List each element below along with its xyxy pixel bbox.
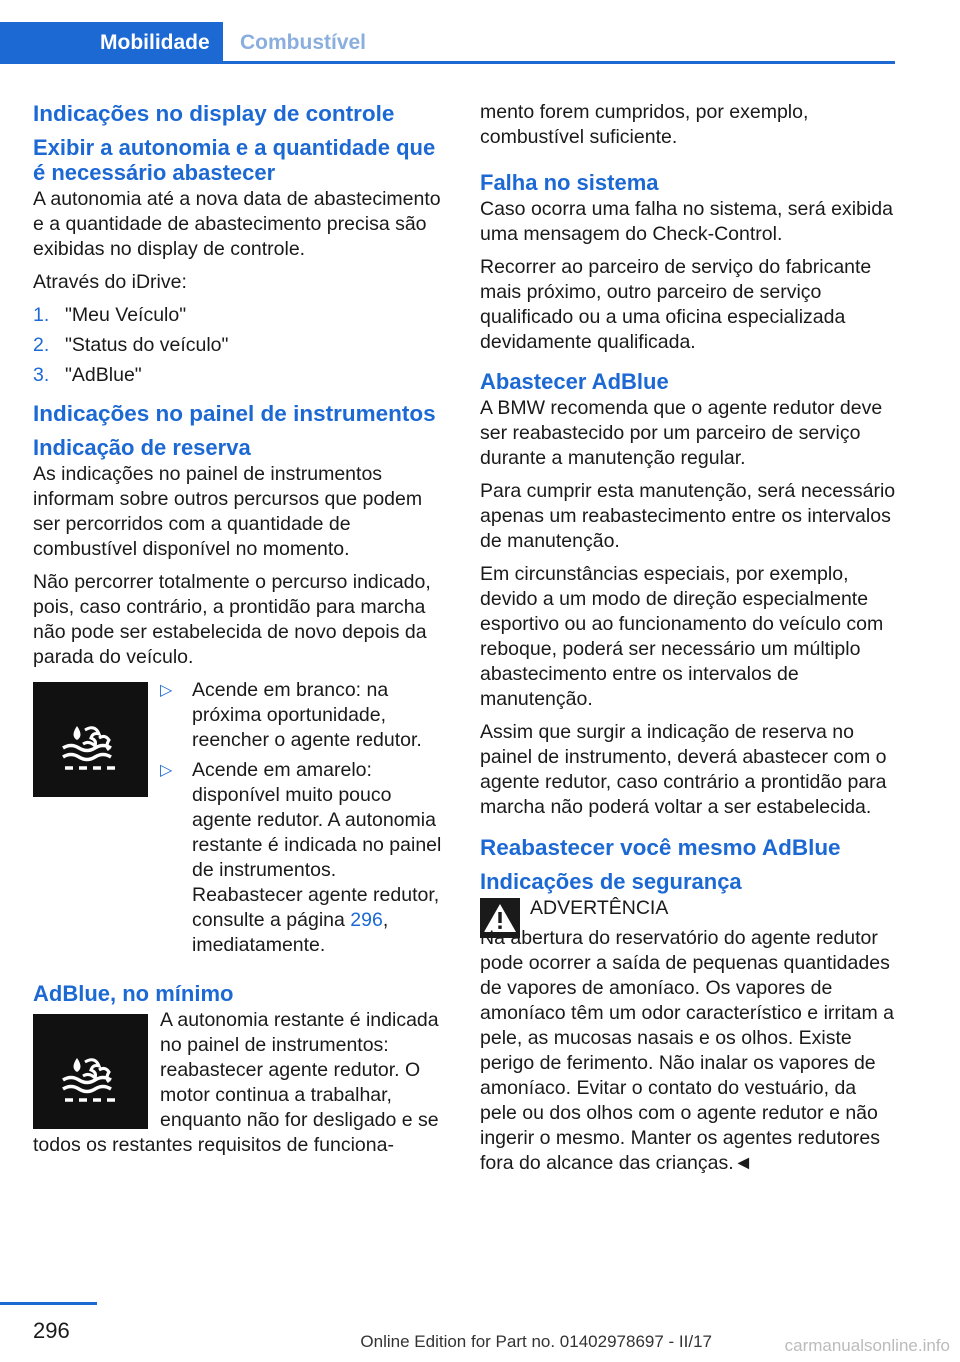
- list-item: 1. "Meu Veículo": [33, 304, 187, 326]
- warning-text: Na abertura do reservatório do agente redutor pode ocorrer a saída de pequenas quantidades de vapores de amoníaco. Os vapores de amoníaco têm um odor característico e irritam a pele, as mucosas nasais e os olhos. Existe perigo de ferimento. Não inalar os vapores de amoníaco. Evitar o contato do vestuário, da pele ou dos olhos com o agente redutor e não ingerir o mesmo. Manter os agentes redutores fora do alcance das crianças.◄: [480, 927, 894, 1174]
- list-item: ▷ Acende em branco: na próxima oportunidade, reencher o agente redutor.: [160, 679, 422, 751]
- heading-reabastecer: Reabastecer você mesmo AdBlue: [480, 835, 841, 860]
- right-column: [480, 100, 896, 1184]
- paragraph-abastecer-4: Assim que surgir a indicação de reserva no painel de instrumento, deverá abastecer com o agente redutor, caso contrário a prontidão para marcha não poderá voltar a ser estabelecida.: [480, 721, 887, 818]
- triangle-bullet-icon: ▷: [160, 682, 173, 699]
- steps-list: [33, 303, 449, 388]
- warning-title: ADVERTÊNCIA: [530, 897, 669, 919]
- left-column: [33, 100, 449, 1158]
- tab-mobilidade[interactable]: Mobilidade: [0, 22, 223, 64]
- page-number: 296: [33, 1318, 70, 1343]
- warning-block: [480, 896, 896, 1176]
- edition-note: Online Edition for Part no. 01402978697 - II/17: [360, 1332, 712, 1351]
- heading-seguranca: Indicações de segurança: [480, 869, 742, 894]
- paragraph-falha-1: Caso ocorra uma falha no sistema, será exibida uma mensagem do Check-Control.: [480, 198, 893, 245]
- heading-display: Indicações no display de controle: [33, 101, 395, 126]
- paragraph-minimo: A autonomia restante é indicada no painel de instrumentos: reabastecer agente redutor. O motor continua a trabalhar, enquanto não for desligado e se todos os restantes requisitos de funciona-: [33, 1009, 439, 1156]
- paragraph-falha-2: Recorrer ao parceiro de serviço do fabricante mais próximo, outro parceiro de serviço qualificado ou a uma oficina especializada devidamente qualificada.: [480, 256, 872, 353]
- list-item: 3. "AdBlue": [33, 364, 142, 386]
- paragraph-abastecer-1: A BMW recomenda que o agente redutor deve ser reabastecido por um parceiro de serviço durante a manutenção regular.: [480, 397, 883, 469]
- watermark: carmanualsonline.info: [784, 1336, 950, 1355]
- footer-rule: [0, 1302, 97, 1305]
- paragraph-abastecer-2: Para cumprir esta manutenção, será necessário apenas um reabastecimento entre os intervalos de manutenção.: [480, 480, 896, 552]
- paragraph-continued: mento forem cumpridos, por exemplo, combustível suficiente.: [480, 101, 809, 148]
- adblue-warning-icon: [33, 682, 148, 797]
- adblue-minimum-icon: [33, 1014, 148, 1129]
- reserve-bullets: [160, 678, 449, 963]
- header-tabs: [0, 0, 895, 64]
- heading-reserva: Indicação de reserva: [33, 435, 251, 460]
- list-item: 2. "Status do veículo": [33, 334, 229, 356]
- triangle-bullet-icon: ▷: [160, 762, 173, 779]
- reserve-indicator-block: [33, 678, 449, 963]
- paragraph-reserva-2: Não percorrer totalmente o percurso indicado, pois, caso contrário, a prontidão para marcha não pode ser estabelecida de novo depois da parada do veículo.: [33, 571, 431, 668]
- heading-painel: Indicações no painel de instrumentos: [33, 401, 436, 426]
- paragraph-idrive: Através do iDrive:: [33, 271, 187, 293]
- heading-abastecer: Abastecer AdBlue: [480, 369, 669, 394]
- list-item: ▷ Acende em amarelo: disponível muito pouco agente redutor. A autonomia restante é indicada no painel de instrumentos. Reabastecer agente redutor, consulte a página 296, imediatamente.: [160, 759, 442, 956]
- header-rule: [0, 61, 895, 64]
- paragraph-autonomia: A autonomia até a nova data de abastecimento e a quantidade de abastecimento precisa são exibidas no display de controle.: [33, 188, 441, 260]
- minimo-block: [33, 1008, 449, 1158]
- heading-autonomia: Exibir a autonomia e a quantidade que é necessário abastecer: [33, 135, 436, 185]
- tab-combustivel[interactable]: Combustível: [240, 31, 367, 54]
- page-link-296[interactable]: 296: [350, 909, 383, 931]
- heading-minimo: AdBlue, no mínimo: [33, 981, 234, 1006]
- paragraph-abastecer-3: Em circunstâncias especiais, por exemplo, devido a um modo de direção especialmente esportivo ou ao funcionamento do veículo com reboque, poderá ser necessário um múltiplo abastecimento entre os intervalos de manutenção.: [480, 563, 884, 710]
- heading-falha: Falha no sistema: [480, 170, 659, 195]
- paragraph-reserva-1: As indicações no painel de instrumentos informam sobre outros percursos que podem ser percorridos com a quantidade de combustível disponível no momento.: [33, 463, 423, 560]
